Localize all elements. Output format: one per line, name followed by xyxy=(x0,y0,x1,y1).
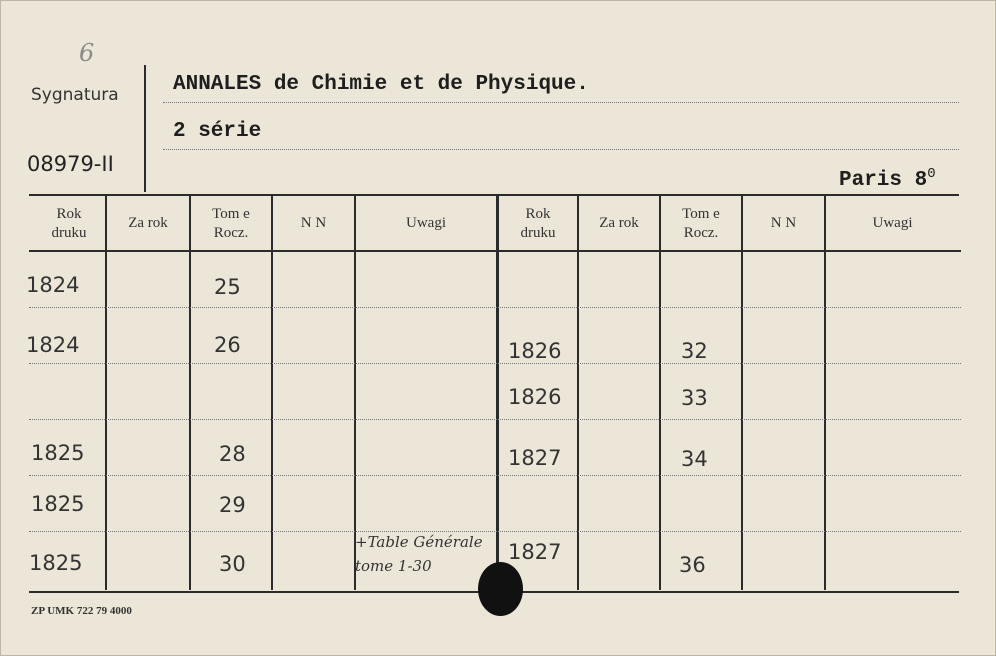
header-text: Rok xyxy=(525,206,551,222)
sygnatura-divider xyxy=(144,65,146,192)
cell-rok: 1826 xyxy=(508,385,562,409)
cell-tom: 34 xyxy=(681,447,708,471)
cell-tom: 30 xyxy=(219,552,246,576)
header-za-rok: Za rok xyxy=(128,215,168,231)
cell-tom: 33 xyxy=(681,386,708,410)
punch-hole xyxy=(478,562,523,616)
corner-mark: 6 xyxy=(79,39,95,67)
place-format xyxy=(839,166,936,192)
cell-rok: 1827 xyxy=(508,446,562,470)
row-rule xyxy=(29,363,961,364)
header-za-rok: Za rok xyxy=(599,215,639,231)
printer-imprint: ZP UMK 722 79 4000 xyxy=(31,605,132,617)
cell-rok: 1826 xyxy=(508,339,562,363)
row-rule xyxy=(29,419,961,420)
place-text: Paris 8 xyxy=(839,169,928,192)
note-line: tome 1-30 xyxy=(355,557,432,575)
cell-rok: 1825 xyxy=(29,551,83,575)
cell-rok: 1824 xyxy=(26,333,80,357)
cell-tom: 29 xyxy=(219,493,246,517)
header-uwagi: Uwagi xyxy=(872,215,913,231)
cell-tom: 32 xyxy=(681,339,708,363)
header-tom xyxy=(191,205,271,243)
row-rule xyxy=(29,475,961,476)
header-text: Rocz. xyxy=(213,225,249,241)
header-text: Rocz. xyxy=(683,225,719,241)
cell-rok: 1825 xyxy=(31,492,85,516)
cell-tom: 25 xyxy=(214,275,241,299)
row-rule xyxy=(29,307,961,308)
table-top-rule xyxy=(29,194,959,196)
note-line: +Table Générale xyxy=(355,533,483,551)
title-line: ANNALES de Chimie et de Physique. xyxy=(173,73,589,96)
header-uwagi: Uwagi xyxy=(406,215,446,231)
cell-tom: 28 xyxy=(219,442,246,466)
header-rok-druku xyxy=(33,205,105,243)
header-tom xyxy=(661,205,741,243)
series-rule xyxy=(163,149,959,150)
header-nn: N N xyxy=(300,215,327,231)
series-line: 2 série xyxy=(173,120,262,143)
cell-tom: 26 xyxy=(214,333,241,357)
sygnatura-label: Sygnatura xyxy=(31,85,119,105)
header-rok-druku xyxy=(499,205,577,243)
header-nn: N N xyxy=(770,215,797,231)
header-text: Rok xyxy=(56,206,82,222)
cell-rok: 1825 xyxy=(31,441,85,465)
header-text: Tom e xyxy=(682,206,720,222)
header-text: druku xyxy=(51,225,87,241)
header-text: Tom e xyxy=(212,206,250,222)
cell-tom: 36 xyxy=(679,553,706,577)
format-superscript: 0 xyxy=(927,166,936,182)
title-rule xyxy=(163,102,959,103)
cell-rok: 1827 xyxy=(508,540,562,564)
header-text: druku xyxy=(520,225,556,241)
header-bottom-rule xyxy=(29,250,961,252)
call-number: 08979-II xyxy=(27,152,114,176)
cell-rok: 1824 xyxy=(26,273,80,297)
uwagi-note xyxy=(355,530,483,578)
row-rule xyxy=(29,531,961,532)
